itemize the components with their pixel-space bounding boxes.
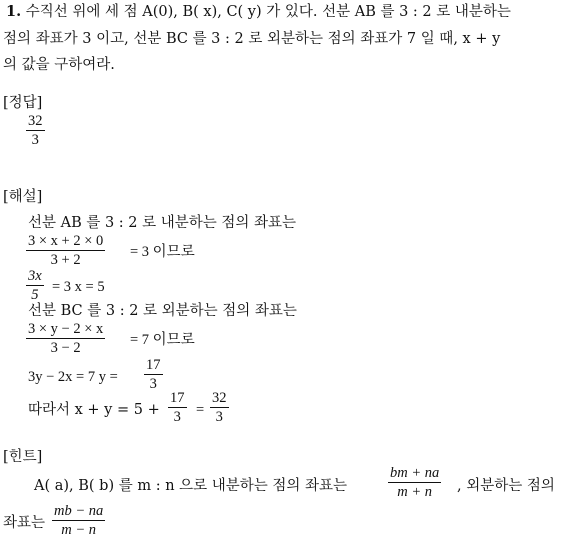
- solution-fraction-2: [26, 269, 44, 302]
- problem-number: 1.: [6, 3, 22, 20]
- solution-line-2: 선분 BC 를 3 : 2 로 외분하는 점의 좌표는: [28, 303, 297, 319]
- problem-line-1: 수직선 위에 세 점 A(0), B( x), C( y) 가 있다. 선분 AB 를 3 : 2 로 내분하는: [25, 4, 511, 20]
- fraction-denominator: 3: [173, 408, 181, 425]
- fraction-denominator: 3: [215, 408, 223, 425]
- fraction-denominator: 3 − 2: [50, 339, 81, 356]
- fraction-numerator: 32: [212, 390, 227, 406]
- hint-fraction-1: [388, 466, 441, 499]
- fraction-denominator: 3 + 2: [50, 251, 81, 268]
- solution-fraction-1-tail: = 3 이므로: [130, 244, 195, 260]
- solution-equation: 3y − 2x = 7 y =: [28, 369, 118, 385]
- fraction-numerator: 3 × y − 2 × x: [28, 321, 104, 337]
- solution-final-lhs: 따라서 x + y = 5 +: [28, 402, 160, 418]
- hint-header: [힌트]: [3, 449, 43, 465]
- fraction-numerator: mb − na: [54, 503, 104, 519]
- hint-lead-2: 좌표는: [3, 515, 46, 531]
- fraction-denominator: m + n: [397, 483, 433, 500]
- hint-fraction-2: [52, 504, 105, 537]
- solution-equation-fraction: [144, 358, 163, 391]
- solution-final-fraction-2: [210, 391, 229, 424]
- fraction-numerator: 3 × x + 2 × 0: [28, 233, 104, 249]
- answer-denominator: 3: [31, 131, 39, 148]
- problem-line-2: 점의 좌표가 3 이고, 선분 BC 를 3 : 2 로 외분하는 점의 좌표가 7 일 때, x + y: [3, 31, 501, 47]
- fraction-numerator: 17: [146, 357, 161, 373]
- hint-mid: , 외분하는 점의: [457, 478, 555, 494]
- solution-fraction-2-tail: = 3 x = 5: [52, 279, 105, 295]
- fraction-denominator: 3: [149, 375, 157, 392]
- fraction-numerator: 17: [170, 390, 185, 406]
- solution-fraction-3: [26, 322, 105, 355]
- solution-final-equals: =: [196, 402, 205, 418]
- solution-header: [해설]: [3, 189, 43, 205]
- answer-fraction: [26, 114, 45, 147]
- fraction-numerator: 3x: [28, 268, 42, 284]
- answer-numerator: 32: [28, 113, 43, 129]
- solution-fraction-1: [26, 234, 105, 267]
- solution-fraction-3-tail: = 7 이므로: [130, 332, 195, 348]
- fraction-denominator: m − n: [61, 521, 97, 538]
- solution-final-fraction-1: [168, 391, 187, 424]
- problem-line-3: 의 값을 구하여라.: [3, 57, 115, 73]
- hint-lead: A( a), B( b) 를 m : n 으로 내분하는 점의 좌표는: [34, 478, 348, 494]
- answer-header: [정답]: [3, 95, 43, 111]
- problem-statement: [6, 5, 511, 20]
- fraction-denominator: 5: [31, 286, 39, 303]
- solution-line-1: 선분 AB 를 3 : 2 로 내분하는 점의 좌표는: [28, 215, 297, 231]
- fraction-numerator: bm + na: [390, 465, 440, 481]
